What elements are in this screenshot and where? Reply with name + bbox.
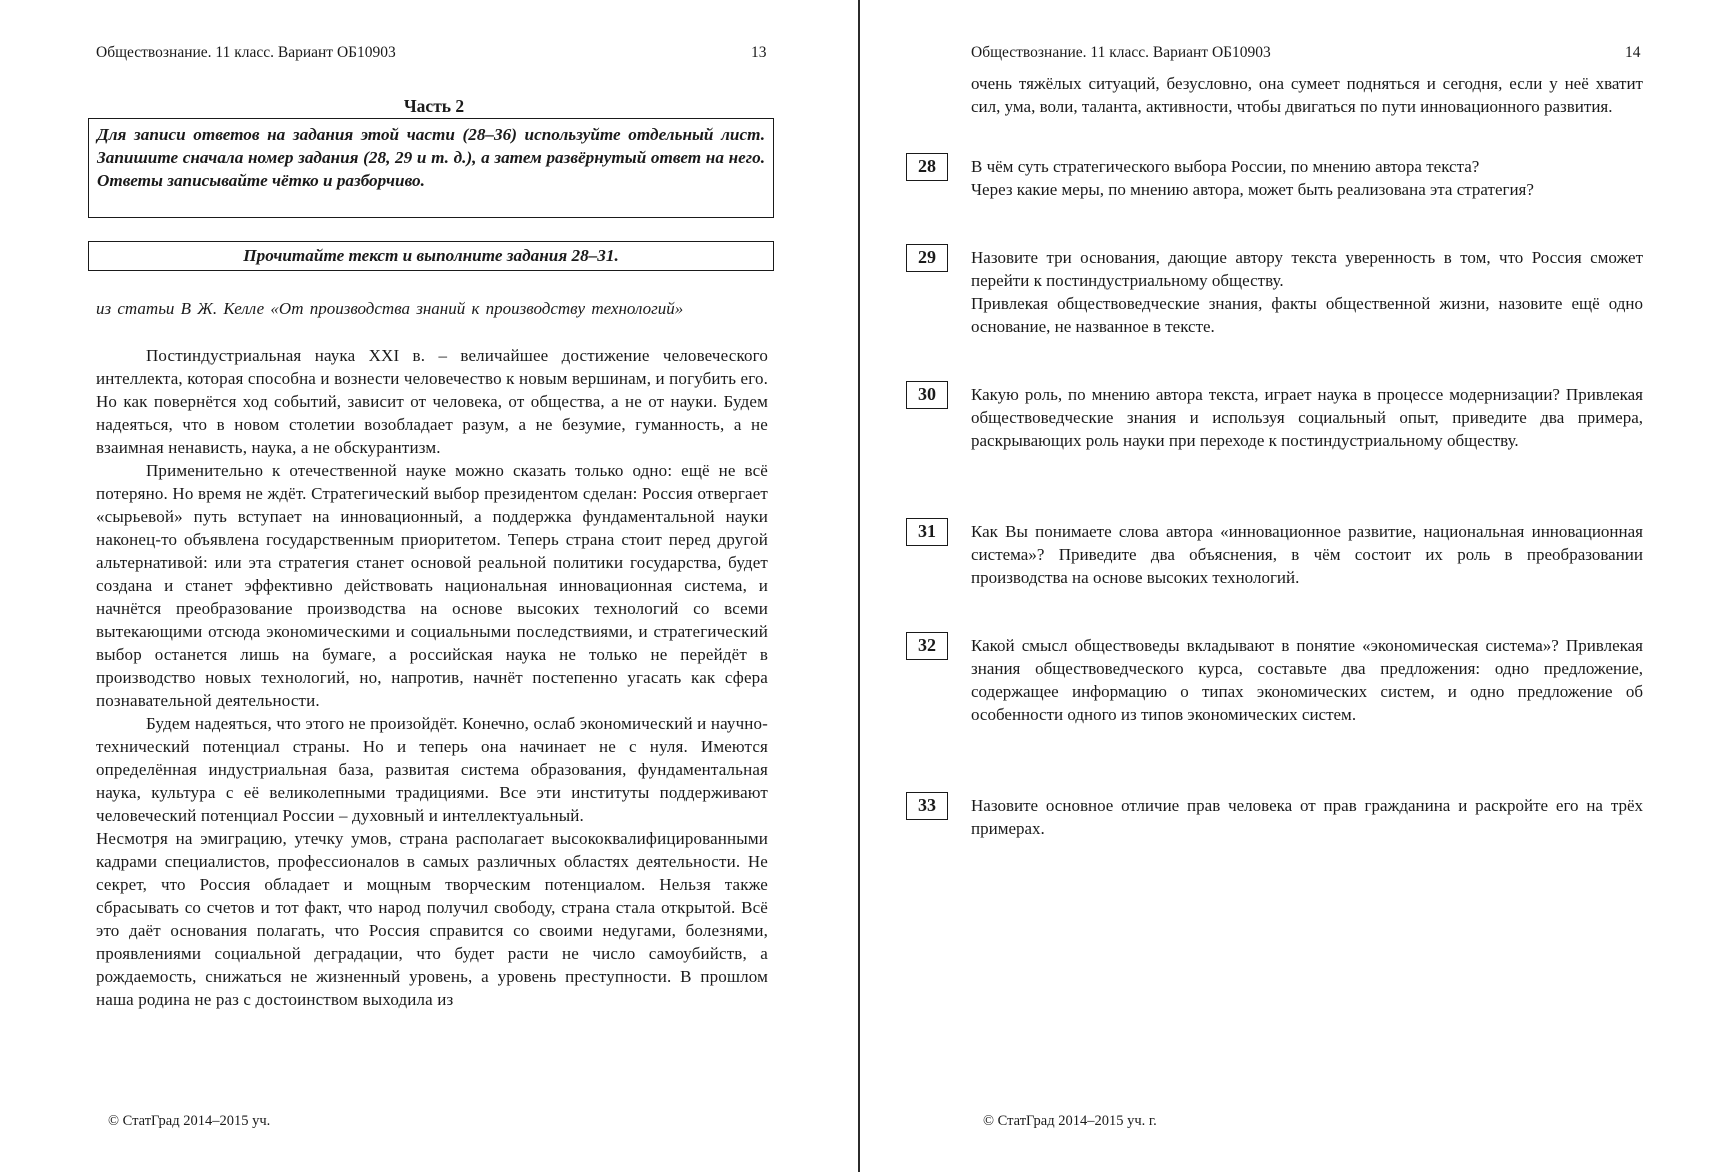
- task-number-box: 31: [906, 518, 948, 546]
- task-number-box: 30: [906, 381, 948, 409]
- task-question: Назовите основное отличие прав человека от прав гражданина и раскройте его на трёх примерах.: [971, 796, 1643, 838]
- article-paragraph: Применительно к отечественной науке можно сказать только одно: ещё не всё потеряно. Но время не ждёт. Стратегический выбор президентом сделан: Россия отвергает «сырьевой» путь вступает на инновационный, а поддержка фундаментальной науки наконец-то объявлена государственным приоритетом. Теперь страна стоит перед другой альтернативой: или эта стратегия станет основой реальной политики государства, будет создана и станет эффективно действовать национальная инновационная система, и начнётся преобразование производства на основе высоких технологий со всеми вытекающими отсюда экономическими и социальными последствиями, и стратегический выбор останется лишь на бумаге, а российская наука не только не перейдёт в производство новых технологий, но, напротив, начнёт постепенно угасать как сфера познавательной деятельности.: [96, 461, 768, 710]
- task-text: [971, 520, 1643, 589]
- task-text: [971, 155, 1643, 201]
- page-footer-right: © СтатГрад 2014–2015 уч. г.: [983, 1113, 1157, 1129]
- page-header-left: Обществознание. 11 класс. Вариант ОБ10903: [96, 44, 396, 61]
- task-number-box: 32: [906, 632, 948, 660]
- page-footer-left: © СтатГрад 2014–2015 уч.: [108, 1113, 271, 1129]
- article-continuation: очень тяжёлых ситуаций, безусловно, она сумеет подняться и сегодня, если у неё хватит сил, ума, воли, таланта, активности, чтобы двигаться по пути инновационного развития.: [971, 74, 1643, 116]
- article-source: из статьи В Ж. Келле «От производства знаний к производству технологий»: [96, 299, 684, 318]
- task-text: [971, 634, 1643, 726]
- task-number-box: 33: [906, 792, 948, 820]
- page-divider: [858, 0, 860, 1172]
- task-question: Какой смысл обществоведы вкладывают в понятие «экономическая система»? Привлекая знания обществоведческого курса, составьте два предложения: одно предложение, содержащее информацию о типах экономических систем, и одно предложение об особенности одного из типов экономических систем.: [971, 636, 1643, 724]
- page-header-right: Обществознание. 11 класс. Вариант ОБ10903: [971, 44, 1271, 61]
- task-question: Какую роль, по мнению автора текста, играет наука в процессе модернизации? Привлекая обществоведческие знания и используя социальный опыт, приведите два примера, раскрывающих роль науки при переходе к постиндустриальному обществу.: [971, 385, 1643, 450]
- article-paragraph: Несмотря на эмиграцию, утечку умов, страна располагает высококвалифицированными кадрами специалистов, профессионалов в самых различных областях деятельности. Не секрет, что Россия обладает и мощным творческим потенциалом. Нельзя также сбрасывать со счетов и тот факт, что народ получил свободу, страна стала открытой. Всё это даёт основания полагать, что Россия справится со своими недугами, болезнями, проявлениями социальной деградации, что будет расти не число самоубийств, а рождаемость, снижаться не жизненный уровень, а уровень преступности. В прошлом наша родина не раз с достоинством выходила из: [96, 829, 768, 1009]
- task-question: Через какие меры, по мнению автора, может быть реализована эта стратегия?: [971, 180, 1534, 199]
- instructions-box: Для записи ответов на задания этой части (28–36) используйте отдельный лист. Запишите сначала номер задания (28, 29 и т. д.), а затем развёрнутый ответ на него. Ответы записывайте чётко и разборчиво.: [88, 118, 774, 218]
- task-question: Как Вы понимаете слова автора «инновационное развитие, национальная инновационная система»? Приведите два объяснения, в чём состоит их роль в преобразовании производства на основе высоких технологий.: [971, 522, 1643, 587]
- article-paragraph: Будем надеяться, что этого не произойдёт. Конечно, ослаб экономический и научно-технический потенциал страны. Но и теперь она начинает не с нуля. Имеются определённая индустриальная база, развитая система образования, фундаментальная наука, культура с её великолепными традициями. Все эти институты поддерживают человеческий потенциал России – духовный и интеллектуальный.: [96, 714, 768, 825]
- task-text: [971, 383, 1643, 452]
- task-question: В чём суть стратегического выбора России, по мнению автора текста?: [971, 157, 1480, 176]
- article-text: [96, 344, 768, 1011]
- read-task-box: Прочитайте текст и выполните задания 28–31.: [88, 241, 774, 271]
- task-question: Привлекая обществоведческие знания, факты общественной жизни, назовите ещё одно основание, не названное в тексте.: [971, 294, 1643, 336]
- article-paragraph: Постиндустриальная наука XXI в. – величайшее достижение человеческого интеллекта, которая способна и вознести человечество к новым вершинам, и погубить его. Но как повернётся ход событий, зависит от человека, от общества, а не от науки. Будем надеяться, что в новом столетии возобладает разум, а не безумие, гуманность, а не взаимная ненависть, наука, а не обскурантизм.: [96, 346, 768, 457]
- task-text: [971, 794, 1643, 840]
- left-page: [0, 0, 858, 1172]
- task-number-box: 28: [906, 153, 948, 181]
- page-number-left: 13: [751, 44, 767, 61]
- page-number-right: 14: [1625, 44, 1641, 61]
- task-number-box: 29: [906, 244, 948, 272]
- task-question: Назовите три основания, дающие автору текста уверенность в том, что Россия сможет перейти к постиндустриальному обществу.: [971, 248, 1643, 290]
- task-text: [971, 246, 1643, 338]
- part-title: Часть 2: [403, 96, 465, 116]
